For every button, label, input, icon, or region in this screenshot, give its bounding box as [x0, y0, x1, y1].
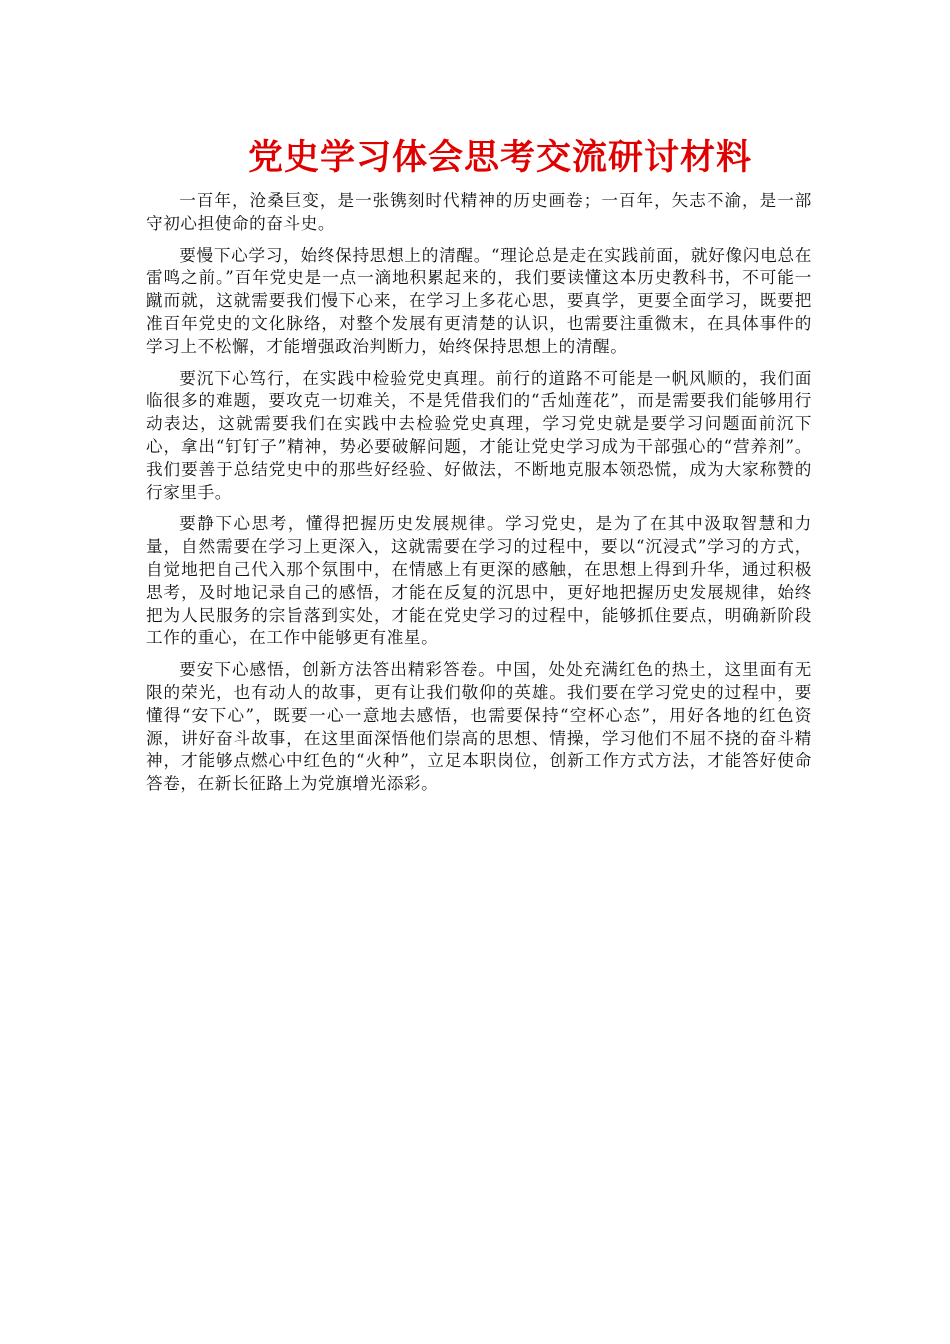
paragraph-think: 要静下心思考，懂得把握历史发展规律。学习党史，是为了在其中汲取智慧和力量，自然需要在学习上更深入，这就需要在学习的过程中，要以“沉浸式”学习的方式，自觉地把自己代入那个氛围中，在情感上有更深的感触，在思想上得到升华，通过积极思考，及时地记录自己的感悟，才能在反复的沉思中，更好地把握历史发展规律，始终把为人民服务的宗旨落到实处，才能在党史学习的过程中，能够抓住要点，明确新阶段工作的重心，在工作中能够更有准星。: [146, 514, 812, 648]
paragraph-study: 要慢下心学习，始终保持思想上的清醒。“理论总是走在实践前面，就好像闪电总在雷鸣之前。”百年党史是一点一滴地积累起来的，我们要读懂这本历史教科书，不可能一蹴而就，这就需要我们慢下心来，在学习上多花心思，要真学，更要全面学习，既要把准百年党史的文化脉络，对整个发展有更清楚的认识，也需要注重微末，在具体事件的学习上不松懈，才能增强政治判断力，始终保持思想上的清醒。: [146, 245, 812, 356]
paragraph-intro: 一百年，沧桑巨变，是一张镌刻时代精神的历史画卷；一百年，矢志不渝，是一部守初心担使命的奋斗史。: [146, 191, 812, 233]
paragraph-practice: 要沉下心笃行，在实践中检验党史真理。前行的道路不可能是一帆风顺的，我们面临很多的难题，要攻克一切难关，不是凭借我们的“舌灿莲花”，而是需要我们能够用行动表达，这就需要我们在实践中去检验党史真理，学习党史就是要学习问题面前沉下心，拿出“钉钉子”精神，势必要破解问题，才能让党史学习成为干部强心的“营养剂”。我们要善于总结党史中的那些好经验、好做法，不断地克服本领恐慌，成为大家称赞的行家里手。: [146, 368, 812, 502]
document-body: [146, 190, 812, 805]
paragraph-reflect: 要安下心感悟，创新方法答出精彩答卷。中国，处处充满红色的热土，这里面有无限的荣光，也有动人的故事，更有让我们敬仰的英雄。我们要在学习党史的过程中，要懂得“安下心”，既要一心一意地去感悟，也需要保持“空杯心态”，用好各地的红色资源，讲好奋斗故事，在这里面深悟他们崇高的思想、情操，学习他们不屈不挠的奋斗精神，才能够点燃心中红色的“火种”，立足本职岗位，创新工作方式方法，才能答好使命答卷，在新长征路上为党旗增光添彩。: [146, 660, 812, 794]
document-title: 党史学习体会思考交流研讨材料: [247, 137, 752, 178]
